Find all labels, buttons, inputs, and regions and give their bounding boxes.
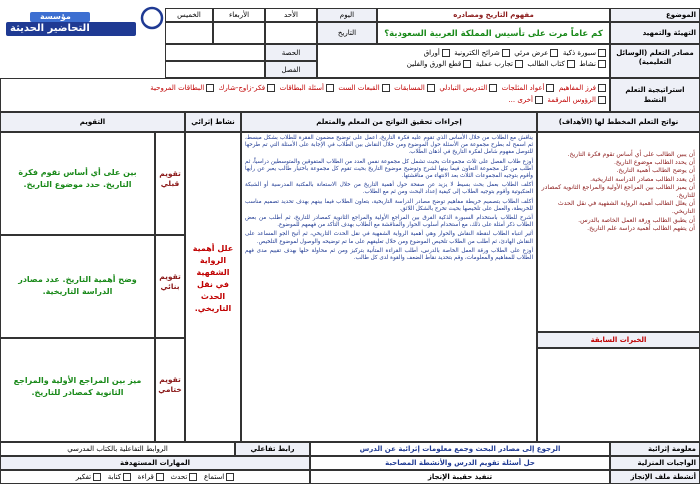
- outcome-item: أن يعلل الطالب أهمية الرواية الشفهية في نقل الحدث التاريخي.: [557, 200, 695, 216]
- subject-value: مفهوم التاريخ ومصادره: [377, 8, 610, 22]
- strategy-item[interactable]: أعواد المثلجات: [502, 84, 555, 92]
- resources-label: مصادر التعلم (الوسائل التعليمية): [610, 44, 700, 78]
- procedure-item: أكلف الطلاب بتصميم خريطة مفاهيم توضح مصادر الدراسة التاريخية، بتعاون الطلاب فيما بينهم بهدف تحديد تصميم مناسب للخريطة، والعمل على تلخيصها بحيث تخرج بالشكل اللائق.: [245, 198, 533, 212]
- outcome-item: أن يوضح الطالب أهمية التاريخ.: [616, 167, 695, 175]
- eval-type-3: تقويم ختامي: [155, 338, 185, 442]
- skill-item[interactable]: تحدث: [171, 473, 198, 481]
- prior-knowledge-header: الخبرات السابقة: [537, 332, 700, 348]
- resource-item[interactable]: نشاط: [579, 60, 606, 68]
- eval-type-1: تقويم قبلي: [155, 132, 185, 235]
- skills-label: المهارات المستهدفة: [0, 456, 310, 470]
- interactive-label: رابط تفاعلي: [235, 442, 310, 456]
- day-2: الأربعاء: [213, 8, 265, 22]
- skills-list: [0, 470, 310, 484]
- skill-item[interactable]: تفكير: [76, 473, 101, 481]
- outcome-item: أن يبين الطالب على أي أساس تقوم فكرة التاريخ.: [567, 151, 695, 158]
- procedures-cell: [241, 132, 537, 442]
- strategy-item[interactable]: الرؤوس المرقمة: [547, 96, 606, 104]
- strategy-item[interactable]: القبعات الست: [338, 84, 389, 92]
- strategy-item[interactable]: أسئلة البطاقات: [280, 84, 334, 92]
- eval-type-2: تقويم بنائي: [155, 235, 185, 338]
- resource-item[interactable]: كتاب الطالب: [527, 60, 574, 68]
- skill-item[interactable]: استماع: [204, 473, 234, 481]
- procedure-item: أثير انتباه الطلاب لنقطة النقاش والحوار وهي أهمية الرواية الشفهية في نقل الحدث التاريخي، ثم أتيح الجو المساعد على النقاش الهادئ، ثم أطلب من الطلاب تلخيص الموضوع ومن خلال تعليقهم على ما تم توضيحه والوصول لموضوع التلخيص.: [245, 231, 533, 245]
- eval-text-3: ميز بين المراجع الأولية والمراجع الثانوية كمصادر للتاريخ.: [0, 338, 155, 442]
- day-label: اليوم: [317, 8, 377, 22]
- strategy-item[interactable]: المسابقات: [394, 84, 435, 92]
- eval-text-2: وضح أهمية التاريخ. عدد مصادر الدراسة التاريخية.: [0, 235, 155, 338]
- homework-label: الواجبات المنزلية: [610, 456, 700, 470]
- day-3: الخميس: [165, 8, 213, 22]
- date-label: التاريخ: [317, 22, 377, 44]
- portfolio-label: أنشطة ملف الإنجاز: [610, 470, 700, 484]
- skill-item[interactable]: كتابة: [108, 473, 131, 481]
- outcome-item: أن يحدد الطالب موضوع التاريخ.: [613, 159, 695, 167]
- outcome-item: أن يتفهم الطالب أهمية دراسة علم التاريخ.: [587, 224, 695, 232]
- eval-text-1: بين على أي أساس تقوم فكرة التاريخ. حدد موضوع التاريخ.: [0, 132, 155, 235]
- outcome-item: أن يميز الطالب بين المراجع الأولية والمراجع الثانوية كمصادر للتاريخ.: [541, 183, 695, 200]
- procedure-item: أشرح للطلاب باستخدام السبورة الذكية الفرق بين المراجع الأولية والمراجع الثانوية كمصادر للتاريخ، ثم أطلب من بعض الطلاب ذكر أمثلة على ذلك، مع استخدام أسلوب الحوار والمناقشة مع الطلاب بهدف التأكد من فهمهم للموضوع.: [245, 215, 533, 229]
- resource-item[interactable]: عرض مرئي: [514, 49, 558, 57]
- enrichment-cell: علل أهمية الرواية الشفهية في نقل الحدث التاريخي.: [185, 132, 241, 442]
- outcomes-cell: [537, 132, 700, 332]
- date-cell-2: [213, 22, 265, 44]
- resource-item[interactable]: سبورة ذكية: [563, 49, 606, 57]
- skill-item[interactable]: قراءة: [138, 473, 164, 481]
- extension-value: الرجوع إلى مصادر البحث وجمع معلومات إثرائية عن الدرس: [310, 442, 610, 456]
- brand-logo: مؤسسة التحاضير الحديثة: [0, 0, 165, 44]
- strategies-label: استراتيجية التعلم النشط: [610, 78, 700, 112]
- strategy-item[interactable]: التدريس التبادلي: [439, 84, 497, 92]
- class-label: الفصل: [265, 61, 317, 78]
- date-cell-3: [165, 22, 213, 44]
- outcomes-header: نواتج التعلم المخطط لها (الأهداف): [537, 112, 700, 132]
- procedure-item: أوزع على الطلاب ورقة العمل الخاصة بالدرس، أطلب القراءة المتأنية بتركيز ومن ثم محاولة حلها بهدف تقييم مدى فهم الطلاب للمفاهيم والمعلومات، وقم بتحديد نقاط الضعف والقوة لدى كل طالب.: [245, 247, 533, 262]
- class-cell: [165, 61, 265, 78]
- resources-list: [317, 44, 610, 78]
- evaluation-header: التقويم: [0, 112, 185, 132]
- period-cell: [165, 44, 265, 61]
- interactive-value[interactable]: الروابط التفاعلية بالكتاب المدرسي: [0, 442, 235, 456]
- portfolio-value: تنفيذ حقيبة الإنجاز: [310, 470, 610, 484]
- intro-label: التهيئة والتمهيد: [610, 22, 700, 44]
- strategy-item[interactable]: فكر-زاوج-شارك: [219, 84, 276, 92]
- strategy-item[interactable]: أخرى ...: [508, 96, 543, 104]
- strategy-item[interactable]: فرز المفاهيم: [559, 84, 606, 92]
- resource-item[interactable]: قطع الورق والفلين: [407, 60, 472, 68]
- date-cell-1: [265, 22, 317, 44]
- enrichment-header: نشاط إثرائي: [185, 112, 241, 132]
- prior-knowledge-cell: [537, 348, 700, 442]
- intro-question: كم عاماً مرت على تأسيس المملكة العربية السعودية؟: [377, 22, 610, 44]
- procedure-item: أكلف الطلاب بعمل بحث بسيط لا يزيد عن صفحة حول أهمية التاريخ من خلال الاستعانة بالمكتبة المدرسية أو الشبكة العنكبوتية وأقوم بتوجيه الطلاب إلى كيفية إعداد البحث ومن ثم مع الطلاب.: [245, 182, 533, 196]
- day-1: الأحد: [265, 8, 317, 22]
- resource-item[interactable]: تجارب عملية: [476, 60, 523, 68]
- strategy-item[interactable]: البطاقات المروحية: [150, 84, 214, 92]
- homework-value: حل أسئلة تقويم الدرس والأنشطة المصاحبة: [310, 456, 610, 470]
- resource-item[interactable]: شرائح الكترونية: [454, 49, 509, 57]
- strategies-list: [0, 78, 610, 112]
- resource-item[interactable]: أوراق: [424, 49, 450, 57]
- procedures-header: إجراءات تحقيق النواتج من المعلم والمتعلم: [241, 112, 537, 132]
- outcome-item: أن يطبق الطالب ورقة العمل الخاصة بالدرس.: [578, 216, 695, 224]
- extension-label: معلومة إثرائية: [610, 442, 700, 456]
- subject-label: الموضوع: [610, 8, 700, 22]
- period-label: الحصة: [265, 44, 317, 61]
- procedure-item: يناقش مع الطلاب من خلال الأساس الذي تقوم عليه فكرة التاريخ، اعمل على توضيح مضمون الفقرة للطلاب بشكل مبسط، ثم اسمح له بطرح مجموعة من الأسئلة حول الموضوع ومن خلال النقاش بين الطلاب في الإجابة على الأسئلة التي تم طرحها للتوصل مفهوم شامل لفكرة التاريخ في أذهان الطلاب.: [245, 135, 533, 156]
- procedure-item: أوزع طلاب الفصل على ثلاث مجموعات بحيث تشمل كل مجموعة نفس العدد من الطلاب المتفوقين والمتوسطين دراسياً، ثم أطلب من كل مجموعة التعاون فيما بينها لشرح وتوضيح موضوع التاريخ بحيث تقوم كل مجموعة باختيار طالب يعبر عن رأيها وأقوم بتوجيه المجموعات الثلاث بعد الانتهاء من مناقشتها.: [245, 158, 533, 180]
- outcome-item: أن يعدد الطالب مصادر الدراسة التاريخية.: [590, 175, 695, 183]
